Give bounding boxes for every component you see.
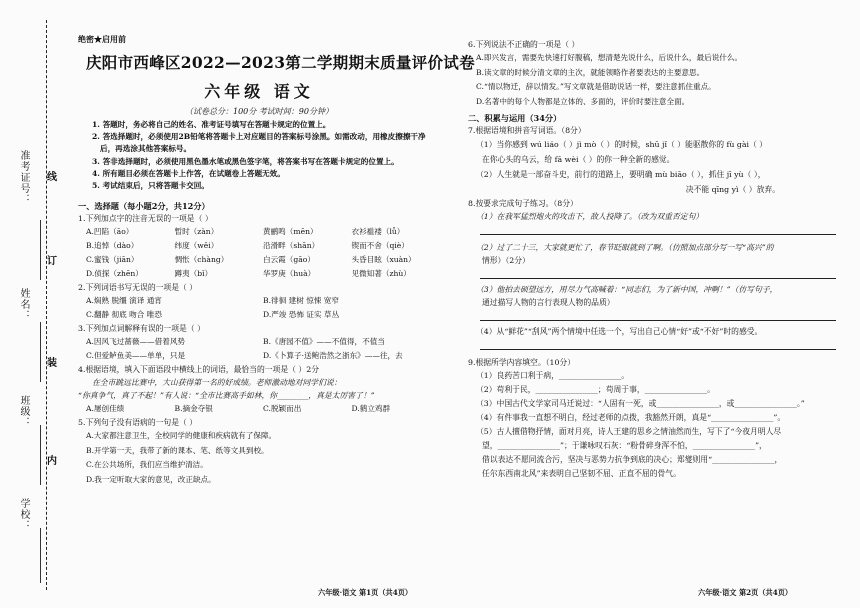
- option: A.屡创佳绩: [86, 404, 125, 414]
- option: B.徘徊 建树 惊悚 宽窄: [263, 296, 339, 306]
- label-class: 班级：: [18, 395, 29, 428]
- name-line: [40, 322, 41, 382]
- exam-info: （试卷总分：100分 考试时间：90分钟）: [185, 107, 333, 116]
- option: B.摘金夺银: [174, 404, 213, 414]
- option: A.因风飞过蔷薇——借着风势: [86, 337, 186, 347]
- option: 蹲夷（bǐ）: [174, 269, 213, 279]
- question-line: （4）有件事我一直想不明白，经过老师的点拨，我豁然开朗，真是“________________”。: [476, 413, 786, 422]
- question-line: （1）在我军猛烈炮火的攻击下，敌人投降了。（改为双重否定句）: [476, 212, 704, 221]
- question-stem: 8.按要求完成句子练习。（8分）: [468, 199, 578, 208]
- section-heading: 二、积累与运用（34分）: [468, 113, 562, 123]
- option: D.严竣 恐怖 证实 草丛: [263, 310, 340, 320]
- option: A.即兴发言，需要先快速打好腹稿，想清楚先说什么，后说什么，最后说什么。: [476, 53, 743, 62]
- binding-dashed-line: [46, 20, 47, 590]
- question-passage: “你真争气，真了不起！”有人说：“全市比赛高手如林，你________，真是太厉害了！”: [78, 391, 375, 401]
- binding-mark-ding: 订: [47, 252, 57, 267]
- exam-subtitle: 六年级 语文: [204, 82, 314, 101]
- question-line: （2）过了二十三，大家就更忙了，春节眨眼就到了啊。（仿照加点部分写一写“高兴”的: [476, 243, 774, 252]
- option: D.侦探（zhēn）: [86, 269, 143, 279]
- question-line: （3）他拍去硕望远方，用尽力气高喊着：“同志们，为了新中国，冲啊！”（仿写句子，: [476, 285, 778, 294]
- option: C.脱颖而出: [263, 404, 302, 414]
- question-stem: 3.下列加点词解释有误的一项是（ ）: [78, 324, 205, 334]
- option: 沿滑畔（shān）: [263, 241, 320, 251]
- note-item: 1. 答题时，务必将自己的姓名、准考证号填写在答题卡规定的位置上。: [92, 120, 331, 129]
- note-item: 4. 所有题目必须在答题卡上作答，在试题卷上答题无效。: [92, 168, 285, 178]
- question-line: （2）苟利于民，________________；苟周于事，________________。: [476, 385, 715, 394]
- answer-line[interactable]: [480, 309, 836, 321]
- question-line: 望，________________”；于谦咏叹石灰：“粉骨碎身浑不怕，________________”，: [482, 441, 767, 450]
- option: A.凹陷（āo）: [86, 227, 134, 237]
- notes: [78, 119, 440, 192]
- question-options: [78, 225, 440, 281]
- note-item: 3. 答非选择题时，必须使用黑色墨水笔或黑色签字笔，将答案书写在答题卡规定的位置上。: [92, 156, 399, 166]
- option: B.《唐园不值》——不值得，不值当: [263, 337, 385, 347]
- option: A.焖熟 脱缰 演译 通宵: [86, 296, 162, 306]
- question-line: （1）良药苦口利于病，________________。: [476, 371, 630, 380]
- school-line: [40, 528, 41, 583]
- option: 锲而不舍（qiè）: [351, 241, 409, 251]
- question-line: （2）人生就是一部奋斗史，前行的道路上，要明确 mù biāo（ ），抓住 jī yù（ ），: [476, 170, 766, 179]
- question-passage: 在全市跳远比赛中，大山获得第一名的好成绩。老师激动地对同学们说：: [92, 378, 342, 388]
- option: 纬度（wěi）: [174, 241, 219, 251]
- question-stem: 2.下列词语书写无误的一项是（ ）: [78, 283, 198, 293]
- question-line: 在你心头的乌云，给 fā wèi（ ）的你一种全新的感觉。: [482, 155, 675, 164]
- option: C.“情以物迁，辞以情发。”写文章就是借助说话一样，要注意抓住重点。: [476, 82, 716, 91]
- option: 头昏目眩（xuàn）: [351, 255, 416, 265]
- option: D.我一定听取大家的意见，改正缺点。: [86, 474, 216, 484]
- exam-number-line: [40, 220, 41, 280]
- page-footer-right: 六年级·语文 第2页（共4页）: [698, 588, 793, 597]
- option: 白云霞（gāo）: [263, 255, 315, 265]
- question-stem: 5.下列句子没有语病的一句是（ ）: [78, 418, 198, 428]
- answer-line[interactable]: [480, 338, 836, 350]
- option: B.开学第一天，我带了新的课本、笔、纸等文具到校。: [86, 445, 269, 455]
- question-options: [78, 335, 440, 363]
- question-stem: 9.根据所学内容填空。（10分）: [468, 358, 576, 367]
- option: 黄鹂鸣（mēn）: [263, 227, 318, 237]
- option: 华罗庚（huà）: [263, 269, 316, 279]
- option: B.读文章的时候分清文章的主次，就能领略作者要表达的主要意思。: [476, 67, 705, 77]
- question-line: （1）当你感到 wú liáo（ ）jì mò（ ）的时候，shū jǐ（ ）能驱散你的 fù gài（ ）: [476, 140, 768, 149]
- option: D.鹤立鸡群: [351, 404, 391, 414]
- option: D.《卜算子·送鲍浩然之浙东》——往，去: [263, 351, 403, 361]
- question-options: [78, 429, 440, 487]
- right-column: [468, 38, 840, 481]
- question-line: 情形）（2分）: [482, 256, 530, 265]
- left-column: [78, 26, 475, 487]
- question-stem: 6.下列说法不正确的一项是（ ）: [468, 40, 580, 49]
- option: 暂时（zàn）: [174, 227, 219, 237]
- binding-mark-zhuang: 装: [47, 354, 57, 369]
- option: C.在公共场所，我们应当维护清洁。: [86, 460, 208, 470]
- question-options: [78, 294, 440, 322]
- question-line: 借以表达不愿同流合污，坚决与恶势力抗争到底的决心；郑燮则用“________________，: [482, 455, 783, 464]
- answer-line[interactable]: [480, 223, 836, 235]
- answer-line[interactable]: [480, 267, 836, 279]
- note-item: 5. 考试结束后，只将答题卡交回。: [92, 181, 209, 191]
- exam-title: 庆阳市西峰区2022—2023第二学期期末质量评价试卷: [86, 53, 475, 72]
- page-footer-left: 六年级·语文 第1页（共4页）: [318, 588, 413, 597]
- option: 衣衫褴褛（lǚ）: [351, 227, 405, 237]
- question-options: [78, 402, 440, 416]
- binding-margin: [8, 20, 68, 590]
- option: C.蜜钱（jiān）: [86, 255, 139, 265]
- binding-mark-nei: 内: [47, 452, 57, 467]
- question-line: 决不能 qīng yì（ ）放弃。: [685, 185, 780, 194]
- label-school: 学校：: [18, 498, 29, 531]
- binding-mark-xian: 线: [47, 168, 57, 183]
- option: C.但爱鲈鱼美——单单，只是: [86, 351, 186, 361]
- question-line: （5）古人擅借物抒情，面对月亮，诗人王建的思乡之情油然而生，写下了“今夜月明人尽: [476, 427, 782, 436]
- option: B.追悼（dào）: [86, 241, 139, 251]
- secret-label: 绝密★启用前: [78, 34, 126, 44]
- question-stem: 4.根据语境，填入下面语段中横线上的词语，最恰当的一项是（ ）2分: [78, 365, 319, 375]
- label-name: 姓名：: [18, 288, 29, 321]
- option: D.名著中的每个人物都是立体的、多面的，评价时要注意全面。: [476, 96, 690, 106]
- question-line: （4）从“鲜花”“刮风”两个情境中任选一个，写出自己心情“好”或“不好”时的感受。: [476, 327, 763, 336]
- option: 见微知著（zhù）: [351, 269, 411, 279]
- option: 惆怅（chàng）: [174, 255, 229, 265]
- section-heading: 一、选择题（每小题2分，共12分）: [78, 201, 210, 212]
- question-options: [468, 51, 840, 109]
- question-stem: 1.下列加点字的注音无误的一项是（ ）: [78, 214, 213, 224]
- class-line: [40, 425, 41, 485]
- question-line: 通过描写人物的言行表现人物的品质）: [482, 298, 615, 307]
- note-item: 2. 答选择题时，必须使用2B铅笔将答题卡上对应题目的答案标号涂黑。如需改动，用橡皮擦擦干净后，再选涂其他答案标号。: [92, 132, 426, 154]
- option: A.大家都注意卫生，全校同学的健康和疾病就有了保障。: [86, 431, 277, 441]
- label-exam-number: 准考证号：: [18, 150, 29, 205]
- question-line: （3）中国古代文学家司马迁说过：“人固有一死，或________________，或________________。”: [476, 399, 805, 408]
- question-line: 任尔东西南北风”来表明自己坚韧不屈、正直不屈的骨气。: [482, 469, 681, 478]
- option: C.翻静 彻底 吻合 唯恐: [86, 310, 162, 320]
- question-stem: 7.根据语境和拼音写词语。（8分）: [468, 126, 586, 135]
